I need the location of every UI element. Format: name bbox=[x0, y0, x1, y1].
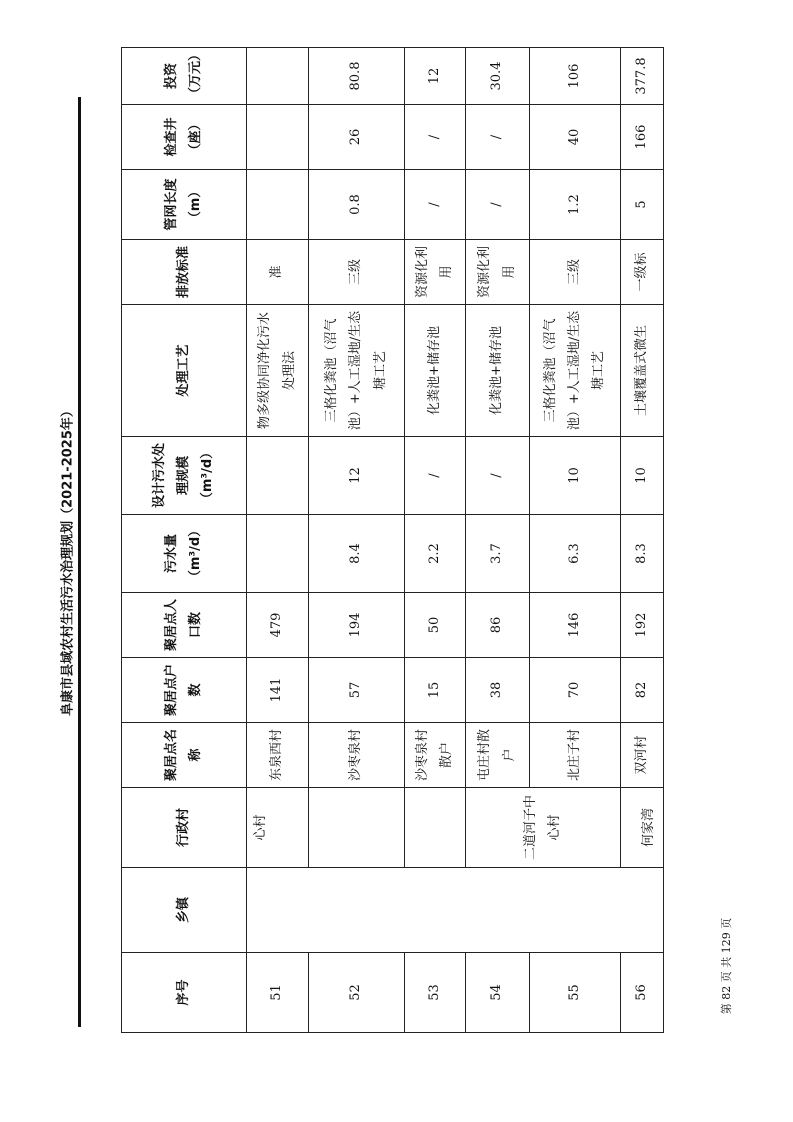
cell-population: 50 bbox=[405, 593, 466, 658]
cell-invest: 30.4 bbox=[466, 48, 530, 105]
header-village: 行政村 bbox=[122, 788, 247, 868]
cell-village bbox=[309, 788, 405, 868]
header-well-label: 检查井 bbox=[163, 117, 179, 157]
header-standard: 排放标准 bbox=[122, 240, 247, 305]
cell-process: 化粪池+储存池 bbox=[405, 305, 466, 437]
header-sewage bbox=[122, 515, 247, 593]
cell-village: 何家湾 bbox=[621, 788, 664, 868]
header-town: 乡镇 bbox=[122, 868, 247, 953]
cell-capacity: 12 bbox=[309, 437, 405, 515]
cell-standard: 三级 bbox=[309, 240, 405, 305]
cell-seq: 51 bbox=[247, 953, 309, 1033]
header-invest: 投资（万元） bbox=[122, 48, 247, 105]
cell-households: 15 bbox=[405, 658, 466, 723]
cell-population: 194 bbox=[309, 593, 405, 658]
cell-standard: 三级 bbox=[530, 240, 621, 305]
page-footer: 第 82 页 共 129 页 bbox=[720, 917, 733, 1015]
cell-process: 三格化粪池（沼气池）+人工湿地/生态塘工艺 bbox=[530, 305, 621, 437]
cell-process: 土壤覆盖式微生 bbox=[621, 305, 664, 437]
cell-pipe: / bbox=[405, 170, 466, 240]
cell-settlement: 沙枣泉村散户 bbox=[405, 723, 466, 788]
cell-capacity bbox=[247, 437, 309, 515]
header-pipe-label: 管网长度 bbox=[163, 178, 179, 231]
cell-invest: 106 bbox=[530, 48, 621, 105]
header-process: 处理工艺 bbox=[122, 305, 247, 437]
cell-capacity: 10 bbox=[530, 437, 621, 515]
cell-households: 38 bbox=[466, 658, 530, 723]
cell-well: / bbox=[405, 105, 466, 170]
cell-town bbox=[247, 868, 664, 953]
cell-capacity: 10 bbox=[621, 437, 664, 515]
cell-settlement: 双河村 bbox=[621, 723, 664, 788]
header-sewage-label: 污水量 bbox=[163, 534, 179, 574]
cell-settlement: 北庄子村 bbox=[530, 723, 621, 788]
table-container bbox=[121, 47, 663, 1033]
cell-well: 26 bbox=[309, 105, 405, 170]
cell-population: 146 bbox=[530, 593, 621, 658]
cell-well: / bbox=[466, 105, 530, 170]
cell-well bbox=[247, 105, 309, 170]
cell-standard: 一级标 bbox=[621, 240, 664, 305]
header-capacity-label: 设计污水处理规模 bbox=[151, 443, 191, 509]
cell-households: 70 bbox=[530, 658, 621, 723]
cell-process: 化粪池+储存池 bbox=[466, 305, 530, 437]
cell-population: 192 bbox=[621, 593, 664, 658]
header-population: 聚居点人口数 bbox=[122, 593, 247, 658]
cell-seq: 54 bbox=[466, 953, 530, 1033]
table-row bbox=[247, 48, 309, 1033]
cell-well: 40 bbox=[530, 105, 621, 170]
cell-sewage bbox=[247, 515, 309, 593]
cell-settlement: 东泉西村 bbox=[247, 723, 309, 788]
cell-standard: 资源化利用 bbox=[466, 240, 530, 305]
cell-village-merged: 二道河子中心村 bbox=[466, 788, 621, 868]
cell-settlement: 沙枣泉村 bbox=[309, 723, 405, 788]
cell-households: 82 bbox=[621, 658, 664, 723]
cell-households: 57 bbox=[309, 658, 405, 723]
header-capacity bbox=[122, 437, 247, 515]
page-header-title: 阜康市县域农村生活污水治理规划（2021-2025年） bbox=[60, 404, 76, 716]
cell-pipe: 1.2 bbox=[530, 170, 621, 240]
header-well bbox=[122, 105, 247, 170]
cell-sewage: 6.3 bbox=[530, 515, 621, 593]
header-sewage-unit: （m³/d） bbox=[188, 523, 203, 584]
cell-settlement: 屯庄村散户 bbox=[466, 723, 530, 788]
cell-well: 166 bbox=[621, 105, 664, 170]
cell-village bbox=[405, 788, 466, 868]
cell-standard: 资源化利用 bbox=[405, 240, 466, 305]
header-settlement: 聚居点名称 bbox=[122, 723, 247, 788]
cell-sewage: 8.3 bbox=[621, 515, 664, 593]
cell-village: 心村 bbox=[247, 788, 309, 868]
cell-pipe: / bbox=[466, 170, 530, 240]
cell-seq: 53 bbox=[405, 953, 466, 1033]
cell-population: 479 bbox=[247, 593, 309, 658]
cell-seq: 52 bbox=[309, 953, 405, 1033]
cell-invest bbox=[247, 48, 309, 105]
sewage-plan-table bbox=[121, 47, 664, 1033]
cell-sewage: 3.7 bbox=[466, 515, 530, 593]
cell-invest: 80.8 bbox=[309, 48, 405, 105]
cell-pipe: 5 bbox=[621, 170, 664, 240]
cell-process: 物多级协同净化污水处理法 bbox=[247, 305, 309, 437]
cell-pipe bbox=[247, 170, 309, 240]
cell-invest: 12 bbox=[405, 48, 466, 105]
cell-households: 141 bbox=[247, 658, 309, 723]
header-pipe bbox=[122, 170, 247, 240]
header-seq: 序号 bbox=[122, 953, 247, 1033]
cell-sewage: 8.4 bbox=[309, 515, 405, 593]
header-households: 聚居点户数 bbox=[122, 658, 247, 723]
header-capacity-unit: （m³/d） bbox=[200, 445, 216, 506]
header-rule bbox=[78, 97, 81, 1027]
cell-process: 三格化粪池（沼气池）+人工湿地/生态塘工艺 bbox=[309, 305, 405, 437]
cell-seq: 56 bbox=[621, 953, 664, 1033]
header-well-unit: （座） bbox=[188, 117, 203, 157]
cell-pipe: 0.8 bbox=[309, 170, 405, 240]
cell-population: 86 bbox=[466, 593, 530, 658]
table-header-row bbox=[122, 48, 247, 1033]
cell-standard: 准 bbox=[247, 240, 309, 305]
cell-seq: 55 bbox=[530, 953, 621, 1033]
cell-capacity: / bbox=[466, 437, 530, 515]
cell-sewage: 2.2 bbox=[405, 515, 466, 593]
cell-invest: 377.8 bbox=[621, 48, 664, 105]
header-pipe-unit: （m） bbox=[188, 184, 203, 225]
cell-capacity: / bbox=[405, 437, 466, 515]
